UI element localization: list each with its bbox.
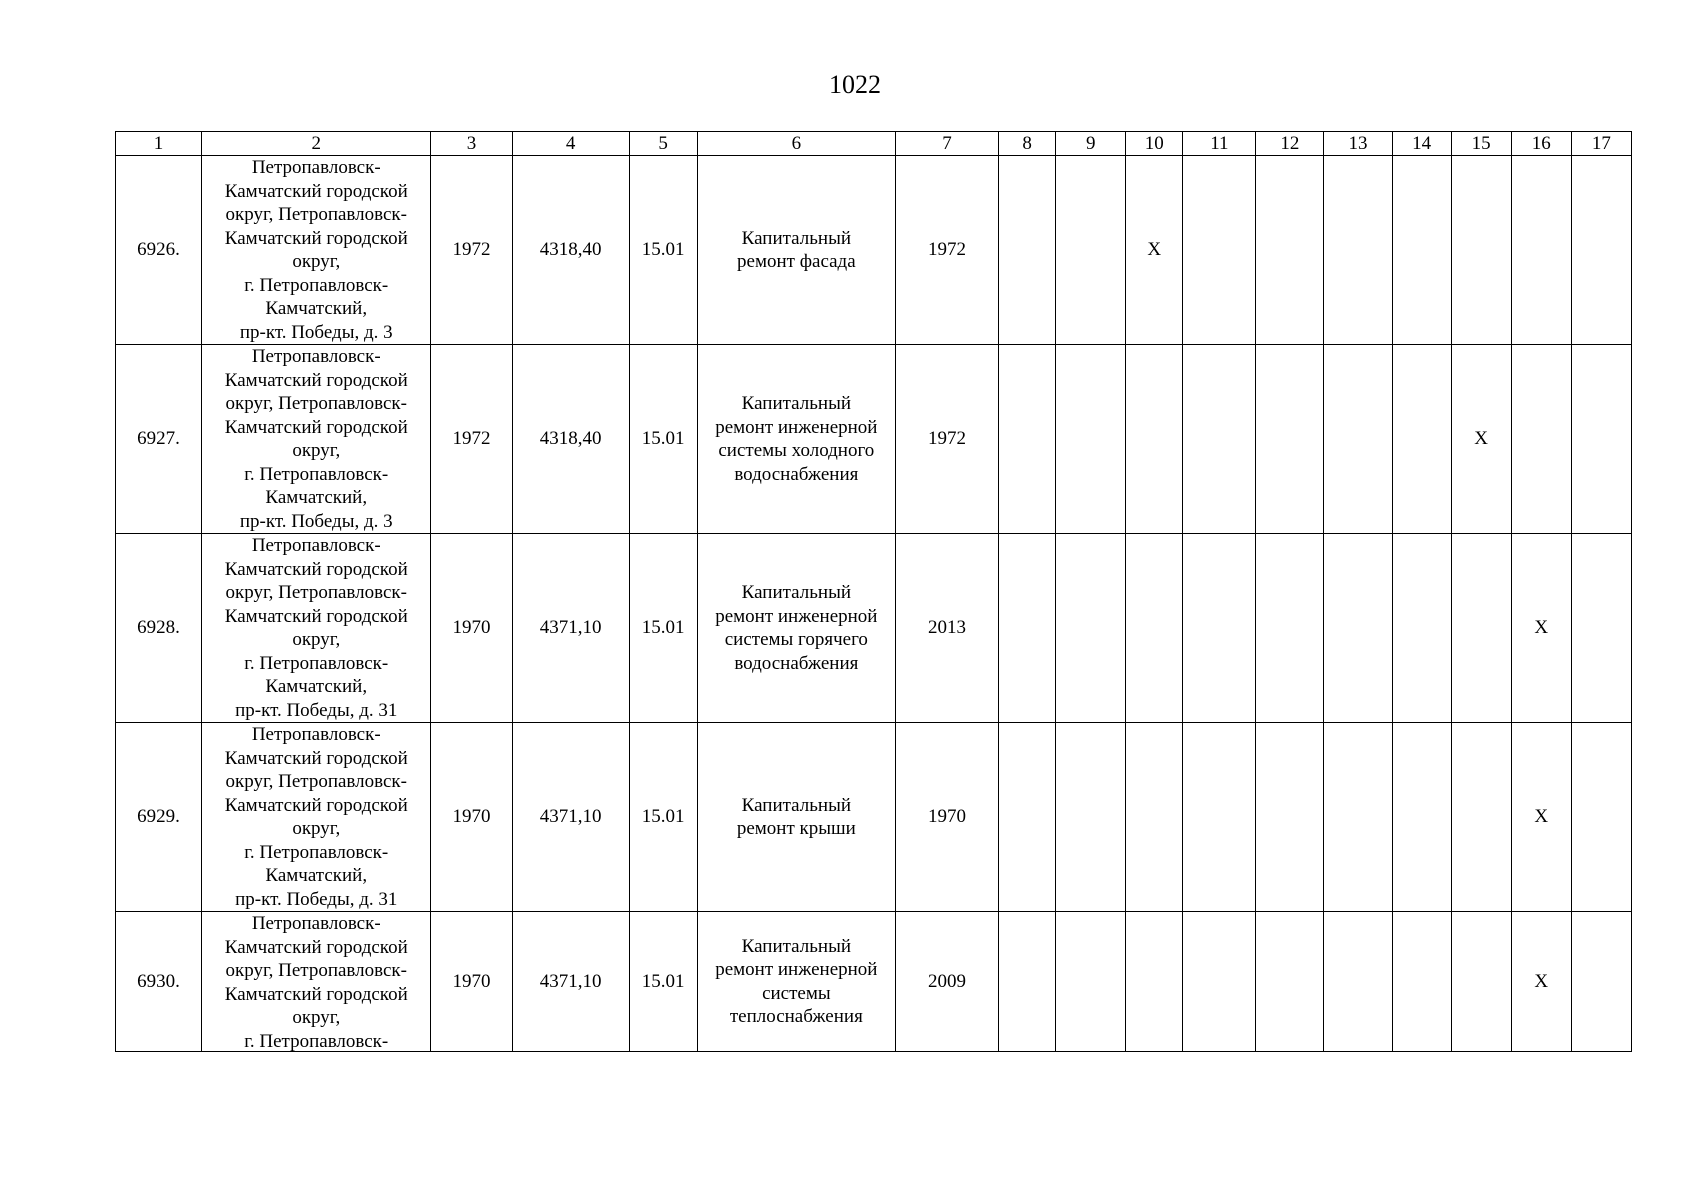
column-header: 6 bbox=[697, 132, 895, 156]
address-line: Камчатский городской bbox=[224, 605, 408, 627]
work-type-lines bbox=[698, 392, 895, 486]
column-header: 5 bbox=[629, 132, 697, 156]
period-mark-cell bbox=[1256, 156, 1324, 345]
period-mark-cell bbox=[1324, 534, 1392, 723]
period-mark-cell: X bbox=[1451, 345, 1511, 534]
code-cell: 15.01 bbox=[629, 912, 697, 1052]
address-line: Камчатский городской bbox=[224, 180, 408, 202]
address-line: пр-кт. Победы, д. 3 bbox=[239, 321, 393, 343]
row-number-cell: 6929. bbox=[116, 723, 202, 912]
address-line: Камчатский, bbox=[265, 865, 368, 886]
address-line: г. Петропавловск- bbox=[244, 1030, 389, 1051]
address-line: округ, Петропавловск- bbox=[225, 393, 407, 414]
address-line: г. Петропавловск- bbox=[244, 841, 389, 863]
work-type-line: Капитальный bbox=[741, 582, 851, 603]
period-mark-cell bbox=[1126, 534, 1183, 723]
column-header: 4 bbox=[512, 132, 629, 156]
row-number-cell: 6927. bbox=[116, 345, 202, 534]
work-type-line: ремонт инженерной bbox=[715, 605, 878, 627]
address-line: г. Петропавловск- bbox=[244, 274, 389, 296]
period-mark-cell bbox=[1392, 156, 1451, 345]
work-type-line: Капитальный bbox=[741, 227, 851, 249]
address-line: пр-кт. Победы, д. 31 bbox=[235, 699, 398, 721]
column-header: 16 bbox=[1511, 132, 1571, 156]
work-type-line: Капитальный bbox=[741, 935, 851, 957]
period-mark-cell bbox=[999, 156, 1056, 345]
code-cell: 15.01 bbox=[629, 723, 697, 912]
work-type-line: системы bbox=[762, 982, 831, 1004]
last-repair-year-cell: 1972 bbox=[895, 345, 998, 534]
work-type-cell bbox=[697, 534, 895, 723]
period-mark-cell bbox=[1392, 345, 1451, 534]
period-mark-cell bbox=[1256, 534, 1324, 723]
build-year-cell: 1972 bbox=[431, 156, 512, 345]
row-number-cell: 6930. bbox=[116, 912, 202, 1052]
table-body bbox=[116, 132, 1632, 1052]
area-cell: 4318,40 bbox=[512, 156, 629, 345]
work-type-line: водоснабжения bbox=[734, 652, 859, 674]
period-mark-cell bbox=[1324, 723, 1392, 912]
address-cell bbox=[202, 723, 431, 912]
period-mark-cell bbox=[1324, 156, 1392, 345]
column-header: 9 bbox=[1056, 132, 1126, 156]
address-line: пр-кт. Победы, д. 31 bbox=[235, 888, 398, 910]
address-lines bbox=[202, 534, 430, 722]
period-mark-cell bbox=[1451, 723, 1511, 912]
period-mark-cell bbox=[1183, 345, 1256, 534]
work-type-line: Капитальный bbox=[741, 794, 851, 816]
period-mark-cell bbox=[1392, 912, 1451, 1052]
row-number-cell: 6926. bbox=[116, 156, 202, 345]
period-mark-cell bbox=[1571, 723, 1631, 912]
address-line: Камчатский городской bbox=[224, 794, 408, 816]
table-row bbox=[116, 912, 1632, 1052]
address-line: г. Петропавловск- bbox=[244, 652, 389, 674]
period-mark-cell bbox=[1183, 723, 1256, 912]
build-year-cell: 1970 bbox=[431, 723, 512, 912]
column-header: 2 bbox=[202, 132, 431, 156]
period-mark-cell bbox=[1324, 912, 1392, 1052]
period-mark-cell bbox=[1451, 534, 1511, 723]
table-row bbox=[116, 534, 1632, 723]
period-mark-cell bbox=[1511, 156, 1571, 345]
work-type-line: системы холодного bbox=[718, 440, 875, 461]
code-cell: 15.01 bbox=[629, 534, 697, 723]
table-header-row bbox=[116, 132, 1632, 156]
period-mark-cell bbox=[1126, 723, 1183, 912]
period-mark-cell bbox=[1392, 723, 1451, 912]
period-mark-cell bbox=[1056, 534, 1126, 723]
period-mark-cell: X bbox=[1126, 156, 1183, 345]
period-mark-cell bbox=[1183, 912, 1256, 1052]
address-line: Камчатский городской bbox=[224, 747, 408, 769]
period-mark-cell bbox=[1571, 156, 1631, 345]
address-line: округ, Петропавловск- bbox=[225, 582, 407, 603]
address-line: округ, Петропавловск- bbox=[225, 771, 407, 792]
period-mark-cell bbox=[999, 723, 1056, 912]
address-line: Петропавловск- bbox=[251, 724, 381, 745]
period-mark-cell: X bbox=[1511, 723, 1571, 912]
address-line: округ, Петропавловск- bbox=[225, 204, 407, 225]
period-mark-cell bbox=[1056, 345, 1126, 534]
work-type-cell bbox=[697, 912, 895, 1052]
address-line: Петропавловск- bbox=[251, 535, 381, 556]
column-header: 15 bbox=[1451, 132, 1511, 156]
work-type-cell bbox=[697, 345, 895, 534]
address-line: Камчатский городской bbox=[224, 416, 408, 438]
code-cell: 15.01 bbox=[629, 345, 697, 534]
work-type-line: водоснабжения bbox=[734, 463, 859, 485]
address-cell bbox=[202, 912, 431, 1052]
column-header: 17 bbox=[1571, 132, 1631, 156]
table-row bbox=[116, 723, 1632, 912]
period-mark-cell bbox=[1056, 723, 1126, 912]
column-header: 14 bbox=[1392, 132, 1451, 156]
work-type-line: ремонт инженерной bbox=[715, 416, 878, 438]
last-repair-year-cell: 1970 bbox=[895, 723, 998, 912]
address-lines bbox=[202, 723, 430, 911]
address-line: Камчатский городской bbox=[224, 936, 408, 958]
address-line: округ, bbox=[292, 1007, 341, 1028]
period-mark-cell bbox=[1571, 912, 1631, 1052]
period-mark-cell bbox=[1256, 345, 1324, 534]
address-line: округ, bbox=[292, 629, 341, 650]
period-mark-cell bbox=[1392, 534, 1451, 723]
works-table bbox=[115, 131, 1632, 1052]
code-cell: 15.01 bbox=[629, 156, 697, 345]
address-line: Петропавловск- bbox=[251, 157, 381, 178]
work-type-lines bbox=[698, 227, 895, 274]
address-lines bbox=[202, 345, 430, 533]
area-cell: 4371,10 bbox=[512, 534, 629, 723]
column-header: 10 bbox=[1126, 132, 1183, 156]
period-mark-cell bbox=[1183, 534, 1256, 723]
address-line: Камчатский, bbox=[265, 298, 368, 319]
period-mark-cell bbox=[1256, 912, 1324, 1052]
period-mark-cell: X bbox=[1511, 912, 1571, 1052]
work-type-line: ремонт фасада bbox=[737, 251, 856, 272]
address-line: Камчатский городской bbox=[224, 369, 408, 391]
column-header: 1 bbox=[116, 132, 202, 156]
column-header: 3 bbox=[431, 132, 512, 156]
period-mark-cell bbox=[1256, 723, 1324, 912]
page-number: 1022 bbox=[829, 70, 881, 99]
address-line: округ, bbox=[292, 440, 341, 461]
area-cell: 4371,10 bbox=[512, 912, 629, 1052]
period-mark-cell bbox=[1126, 912, 1183, 1052]
period-mark-cell bbox=[1571, 534, 1631, 723]
period-mark-cell bbox=[1451, 912, 1511, 1052]
address-line: пр-кт. Победы, д. 3 bbox=[239, 510, 393, 532]
area-cell: 4371,10 bbox=[512, 723, 629, 912]
column-header: 13 bbox=[1324, 132, 1392, 156]
build-year-cell: 1972 bbox=[431, 345, 512, 534]
address-cell bbox=[202, 345, 431, 534]
period-mark-cell bbox=[1126, 345, 1183, 534]
address-line: Камчатский городской bbox=[224, 558, 408, 580]
period-mark-cell bbox=[1183, 156, 1256, 345]
work-type-lines bbox=[698, 581, 895, 675]
address-line: Петропавловск- bbox=[251, 346, 381, 367]
row-number-cell: 6928. bbox=[116, 534, 202, 723]
work-type-line: ремонт инженерной bbox=[715, 959, 878, 980]
work-type-line: ремонт крыши bbox=[736, 818, 856, 839]
table-row bbox=[116, 156, 1632, 345]
address-line: Камчатский городской bbox=[224, 983, 408, 1005]
address-line: округ, Петропавловск- bbox=[225, 960, 407, 981]
address-lines bbox=[202, 156, 430, 344]
period-mark-cell bbox=[1056, 912, 1126, 1052]
period-mark-cell bbox=[1451, 156, 1511, 345]
work-type-line: теплоснабжения bbox=[729, 1006, 863, 1027]
period-mark-cell: X bbox=[1511, 534, 1571, 723]
address-lines bbox=[202, 912, 430, 1051]
address-line: округ, bbox=[292, 818, 341, 839]
column-header: 7 bbox=[895, 132, 998, 156]
address-line: Камчатский, bbox=[265, 487, 368, 508]
last-repair-year-cell: 1972 bbox=[895, 156, 998, 345]
address-cell bbox=[202, 156, 431, 345]
period-mark-cell bbox=[999, 534, 1056, 723]
address-line: Камчатский, bbox=[265, 676, 368, 697]
period-mark-cell bbox=[999, 345, 1056, 534]
work-type-line: Капитальный bbox=[741, 393, 851, 414]
period-mark-cell bbox=[1056, 156, 1126, 345]
area-cell: 4318,40 bbox=[512, 345, 629, 534]
column-header: 12 bbox=[1256, 132, 1324, 156]
last-repair-year-cell: 2009 bbox=[895, 912, 998, 1052]
last-repair-year-cell: 2013 bbox=[895, 534, 998, 723]
address-line: г. Петропавловск- bbox=[244, 463, 389, 485]
period-mark-cell bbox=[1324, 345, 1392, 534]
column-header: 11 bbox=[1183, 132, 1256, 156]
address-line: Камчатский городской bbox=[224, 227, 408, 249]
period-mark-cell bbox=[999, 912, 1056, 1052]
address-cell bbox=[202, 534, 431, 723]
work-type-line: системы горячего bbox=[724, 629, 868, 650]
work-type-lines bbox=[698, 935, 895, 1029]
work-type-lines bbox=[698, 794, 895, 841]
address-line: округ, bbox=[292, 251, 341, 272]
work-type-cell bbox=[697, 723, 895, 912]
build-year-cell: 1970 bbox=[431, 534, 512, 723]
address-line: Петропавловск- bbox=[251, 913, 381, 934]
table-row bbox=[116, 345, 1632, 534]
build-year-cell: 1970 bbox=[431, 912, 512, 1052]
period-mark-cell bbox=[1571, 345, 1631, 534]
column-header: 8 bbox=[999, 132, 1056, 156]
work-type-cell bbox=[697, 156, 895, 345]
period-mark-cell bbox=[1511, 345, 1571, 534]
